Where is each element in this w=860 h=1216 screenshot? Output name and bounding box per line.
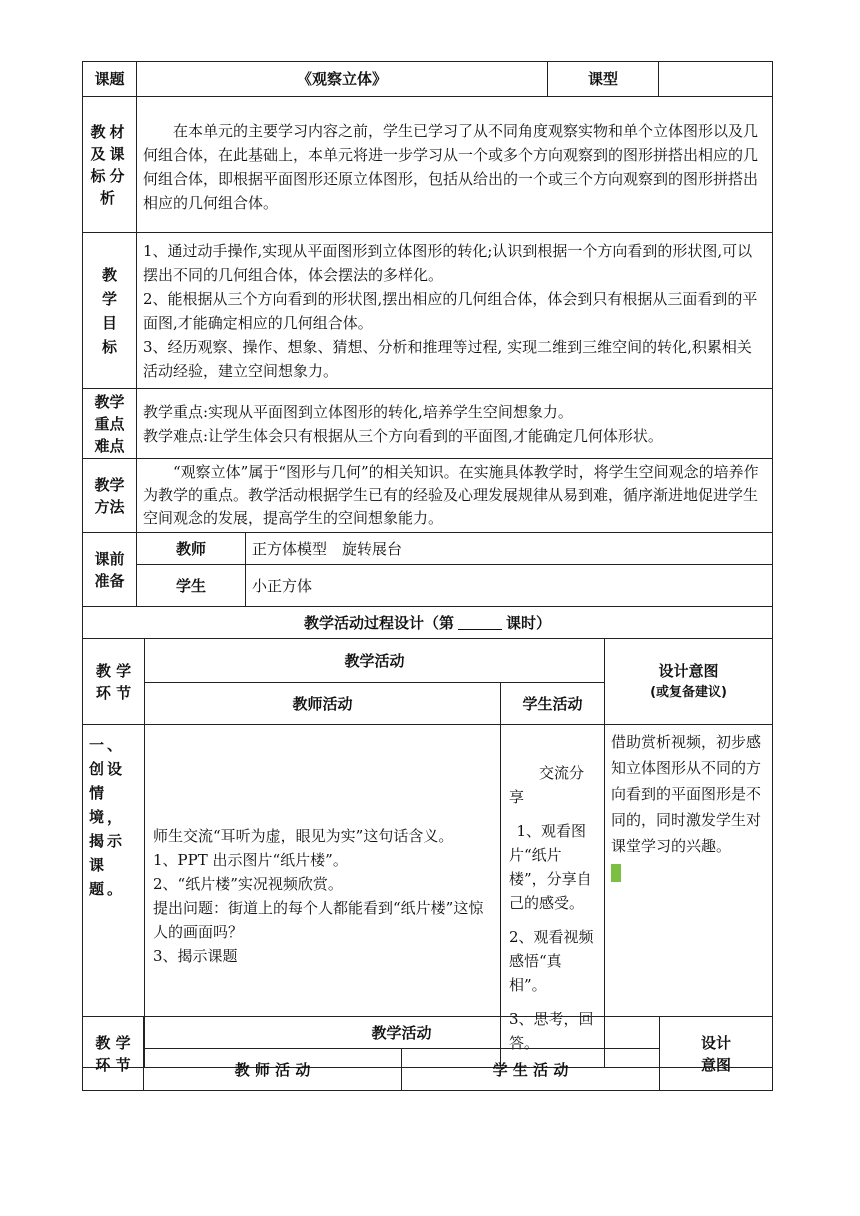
second-stage-header-text: 教 学 环 节 (95, 1033, 131, 1074)
intent-header-text: 设计意图 (658, 661, 719, 680)
process-title-prefix: 教学活动过程设计（第 (304, 613, 455, 632)
intent-text: 借助赏析视频，初步感知立体图形从不同的方向看到的平面图形是不同的，同时激发学生对课堂学习的兴趣。 (611, 733, 762, 855)
type-label: 课型 (548, 62, 659, 97)
type-value (659, 62, 773, 97)
prep-label-text: 课前准备 (94, 549, 125, 590)
second-intent-header (660, 1017, 773, 1091)
student-line-1: 交流分享 (509, 764, 585, 806)
prep-teacher-label: 教师 (137, 533, 246, 565)
cursor-mark (611, 864, 621, 882)
teacher-activity-header: 教师活动 (145, 683, 501, 725)
analysis-label-text: 教材及课标分析 (90, 122, 129, 207)
goals-label-text: 教学目标 (101, 265, 117, 356)
keypoints-label-text: 教学重点难点 (94, 392, 125, 455)
teacher-line-1: 师生交流“耳听为虚，眼见为实”这句话含义。 (153, 827, 454, 845)
process-title (83, 607, 773, 639)
analysis-text: 在本单元的主要学习内容之前，学生已学习了从不同角度观察实物和单个立体图形以及几何组合体，在此基础上，本单元将进一步学习从一个或多个方向观察到的图形拼搭出相应的几何组合体，即根据平面图形还原立体图形，包括从给出的一个或三个方向观察到的图形拼搭出相应的几何组合体。 (137, 97, 773, 233)
second-stage-header (83, 1017, 144, 1091)
method-label-text: 教学方法 (94, 475, 125, 516)
stage1-name-text: 一、创设情境，揭示课题。 (89, 736, 126, 898)
teacher-line-5: 3、揭示课题 (153, 947, 238, 965)
topic-value: 《观察立体》 (137, 62, 548, 97)
prep-label (83, 533, 137, 607)
intent-header (605, 639, 773, 725)
stage-header-text: 教 学 环 节 (95, 661, 132, 702)
prep-student-label: 学生 (137, 565, 246, 607)
goal-item-2: 2、能根据从三个方向看到的形状图,摆出相应的几何组合体，体会到只有根据从三面看到的平面图,才能确定相应的几何组合体。 (143, 289, 758, 332)
second-activity-header: 教学活动 (144, 1017, 660, 1049)
method-label (83, 459, 137, 533)
intent-header-sub: (或复备建议) (650, 684, 727, 700)
teacher-line-3: 2、“纸片楼”实况视频欣赏。 (153, 875, 343, 893)
prep-teacher-value: 正方体模型 旋转展台 (246, 533, 773, 565)
key-point: 教学重点:实现从平面图到立体图形的转化,培养学生空间想象力。 (143, 402, 573, 421)
lesson-plan-table (82, 61, 773, 1068)
student-line-4: 3、思考，回答。 (509, 1010, 594, 1052)
second-intent-header-text: 设计意图 (701, 1033, 732, 1074)
teacher-line-2: 1、PPT 出示图片“纸片楼”。 (153, 851, 348, 869)
prep-student-value: 小正方体 (246, 565, 773, 607)
goal-item-1: 1、通过动手操作,实现从平面图形到立体图形的转化;认识到根据一个方向看到的形状图,可以摆出不同的几何组合体，体会摆法的多样化。 (143, 241, 753, 284)
teacher-line-4: 提出问题：街道上的每个人都能看到“纸片楼”这惊人的画面吗？ (153, 899, 484, 941)
student-line-2: 1、观看图片“纸片楼”，分享自己的感受。 (509, 822, 592, 912)
goal-item-3: 3、经历观察、操作、想象、猜想、分析和推理等过程, 实现二维到三维空间的转化,积累相关活动经验，建立空间想象力。 (143, 337, 752, 380)
goals-list (137, 233, 773, 389)
keypoints-label (83, 389, 137, 459)
difficulty-point: 教学难点:让学生体会只有根据从三个方向看到的平面图,才能确定几何体形状。 (143, 426, 663, 445)
goals-label (83, 233, 137, 389)
student-activity-header: 学生活动 (501, 683, 605, 725)
method-text: “观察立体”属于“图形与几何”的相关知识。在实施具体教学时，将学生空间观念的培养作为教学的重点。教学活动根据学生已有的经验及心理发展规律从易到难，循序渐进地促进学生空间观念的发展，提高学生的空间想象能力。 (137, 459, 773, 533)
lesson-number-blank (458, 613, 502, 630)
activity-header: 教学活动 (145, 639, 605, 683)
analysis-label (83, 97, 137, 233)
second-teacher-activity-header: 教 师 活 动 (144, 1049, 402, 1091)
student-line-3: 2、观看视频感悟“真相”。 (509, 928, 594, 994)
stage-header (83, 639, 145, 725)
keypoints-text (137, 389, 773, 459)
second-student-activity-header: 学 生 活 动 (402, 1049, 660, 1091)
process-title-suffix: 课时） (506, 613, 552, 632)
topic-label: 课题 (83, 62, 137, 97)
second-activity-table (82, 1016, 773, 1091)
